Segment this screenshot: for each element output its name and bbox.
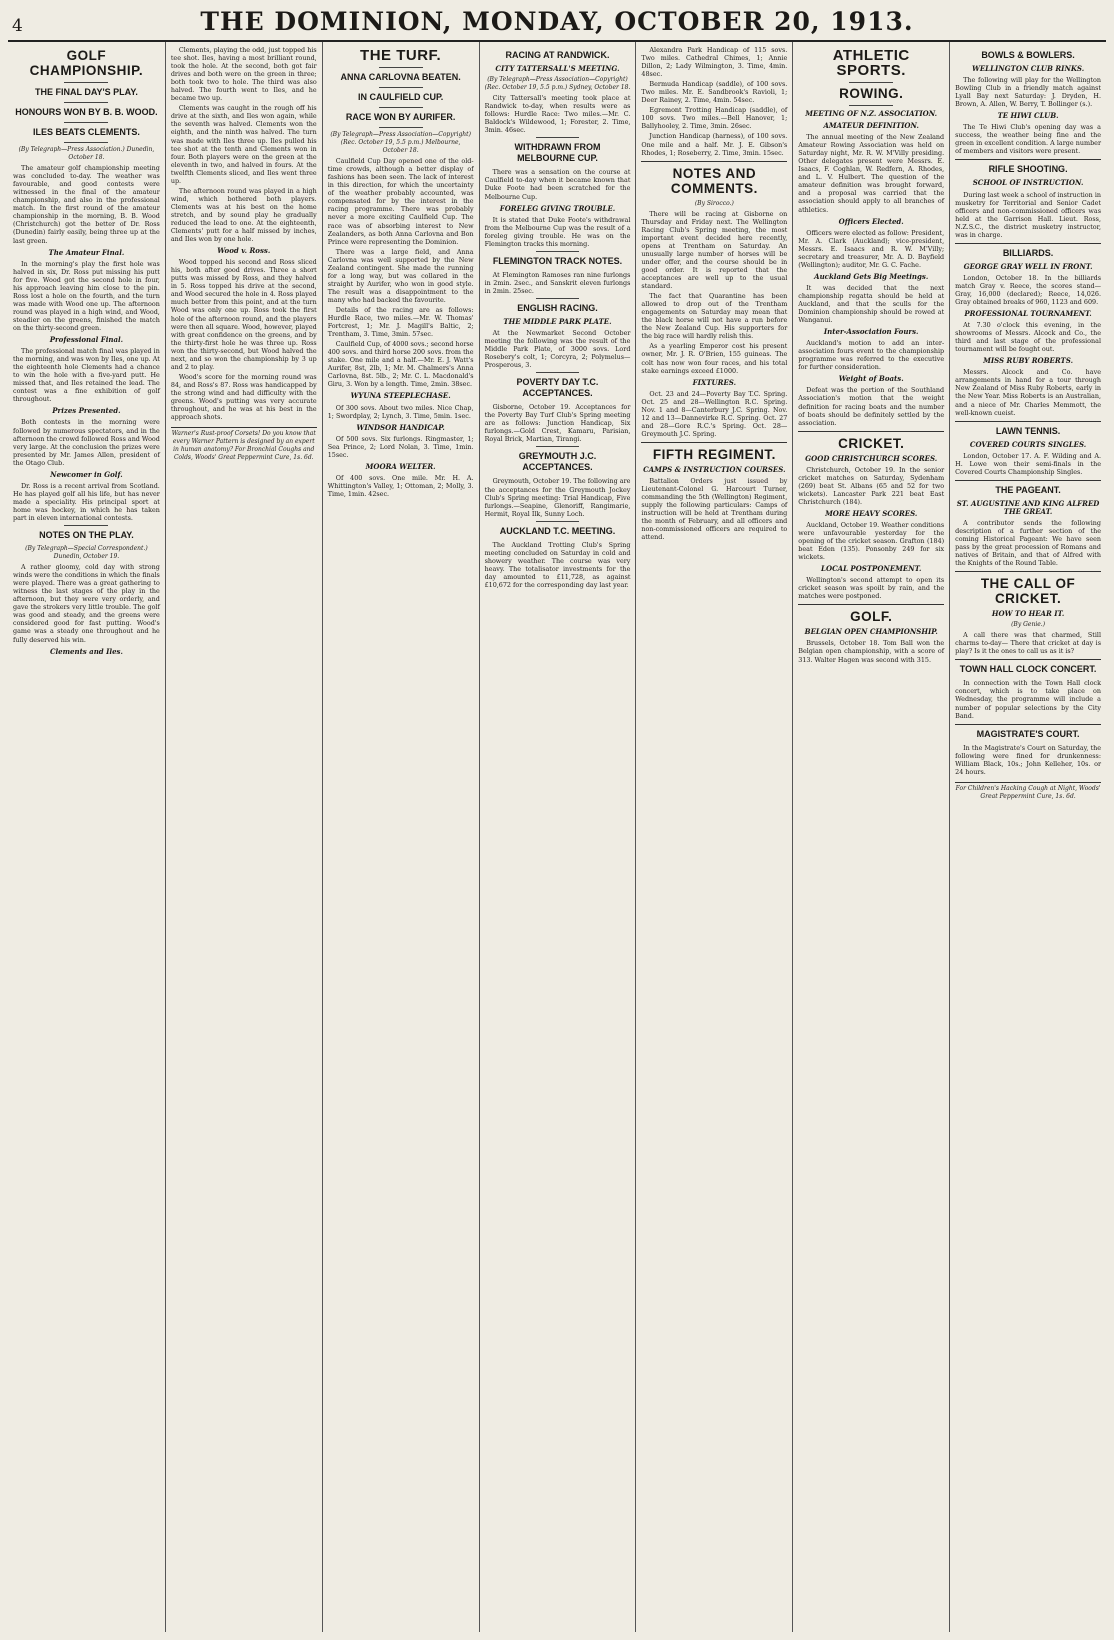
- article-paragraph: Christchurch, October 19. In the senior cricket matches on Saturday, Sydenham (269) beat St. Albans (65 and 52 for two wickets). Lancaster Park 221 beat East Christchurch (184).: [798, 465, 945, 506]
- article-paragraph: Bermuda Handicap (saddle), of 100 sovs. Two miles. Mr. E. Sandbrook's Ravioli, 1; Deer Rainey, 2. Time, 4min. 54sec.: [641, 80, 788, 105]
- section-head: The Amateur Final.: [48, 247, 125, 257]
- section-head: BELGIAN OPEN CHAMPIONSHIP.: [804, 627, 938, 637]
- section-head: Wood v. Ross.: [217, 246, 271, 256]
- call-of-cricket-heading: THE CALL OF CRICKET.: [980, 576, 1076, 607]
- article-paragraph: The Auckland Trotting Club's Spring meeting concluded on Saturday in cold and showery weather. The course was very heavy. The totalisator investments for the day amounted to £11,728, as against £10,672 for the corresponding day last year.: [484, 540, 631, 589]
- article-paragraph: In the morning's play the first hole was halved in six, Dr. Ross put missing his putt for five. Wood got the second hole in four, his approach leaving him close to the pin. Ross lost a hole on the fourth, and the turn was made with Wood one up. The afternoon round was played in a high wind, and Wood, steadier on the greens, finished the match on the thirty-second green.: [13, 259, 160, 332]
- article-paragraph: Gisborne, October 19. Acceptances for the Poverty Bay Turf Club's Spring meeting are as follows: Junction Handicap, Six furlongs.—Gold Crest, Kamaru, Parisian, Royal Brick, Martian, Tirangi.: [484, 403, 631, 444]
- section-head: GOOD CHRISTCHURCH SCORES.: [805, 453, 938, 463]
- section-head: THE MIDDLE PARK PLATE.: [503, 316, 612, 326]
- turf-heading: THE TURF.: [360, 47, 442, 64]
- rowing-heading: ROWING.: [839, 86, 904, 101]
- page-number: 4: [12, 16, 23, 36]
- section-head: MEETING OF N.Z. ASSOCIATION.: [805, 109, 938, 118]
- cricket-heading: CRICKET.: [838, 435, 905, 451]
- article-paragraph: The Te Hiwi Club's opening day was a success, the weather being fine and the green in excellent condition. A large number of members and visitors were present.: [955, 123, 1101, 156]
- columns: [8, 42, 1106, 1632]
- article-paragraph: Junction Handicap (harness), of 100 sovs. One mile and a half. Mr. J. E. Gibson's Rhodes, 1; Roseberry, 2. Time, 3min. 15sec.: [641, 132, 788, 157]
- section-head: WINDSOR HANDICAP.: [356, 422, 445, 432]
- article-paragraph: Both contests in the morning were followed by numerous spectators, and in the afternoon the crowd followed Ross and Wood very large. At the conclusion the prizes were presented by Mr. James Allen, president of the Otago Club.: [13, 418, 160, 467]
- article-paragraph: There was a large field, and Anna Carlovna was well supported by the New Zealand contingent. She made the running for a long way, but was collared in the straight by Aurifer, who won in good style. The result was a disappointment to the many who had backed the favourite.: [327, 247, 474, 304]
- section-head: MORE HEAVY SCORES.: [825, 508, 918, 518]
- article-paragraph: London, October 18. In the billiards match Gray v. Reece, the scores stand—Gray, 16,000 (declared); Reece, 14,026. Gray obtained breaks of 960, 1123 and 609.: [955, 273, 1101, 306]
- article-paragraph: City Tattersall's meeting took place at Randwick to-day, when results were as follows: Hurdle Race: Two miles.—Mr. C. Baldock's Wildewood, 1; Forester, 2. Time, 3min. 46sec.: [484, 94, 631, 135]
- golf-heading: GOLF CHAMPIONSHIP.: [29, 48, 144, 78]
- article-paragraph: Wood topped his second and Ross sliced his, both after good drives. Three a short putts was missed by Ross, and they halved in 5. Ross topped his drive at the second, and Wood secured the hole in 4. Ross played much better from this point, and at the turn Wood was only one up. Ross took the first hole of the afternoon round, and the players were then all square. Wood, however, played with great confidence on the greens, and by the thirty-first hole he was three up. Ross won the thirty-second, but Wood halved the next, and so won the championship by 3 up and 2 to play.: [170, 258, 317, 371]
- article-paragraph: Messrs. Alcock and Co. have arrangements in hand for a tour through New Zealand of Miss Ruby Roberts, early in the New Year. Miss Roberts is an Australian, and a niece of Mr. Charles Memmott, the well-known cueist.: [955, 368, 1101, 417]
- golf-subheading-3: ILES BEATS CLEMENTS.: [33, 127, 140, 137]
- article-paragraph: In the Magistrate's Court on Saturday, the following were fined for drunkenness: William Black, 10s.; John Kelleher, 10s. or 24 hours.: [955, 743, 1101, 776]
- column-5: [635, 42, 792, 1632]
- article-paragraph: There was a sensation on the course at Caulfield to-day when it became known that Duke Foote had been scratched for the Melbourne Cup.: [484, 168, 631, 201]
- dateline: (By Telegraph—Press Association—Copyright) (Rec. October 19, 5.5 p.m.) Sydney, October 18.: [484, 76, 631, 92]
- article-paragraph: The amateur golf championship meeting was concluded to-day. The weather was favourable, and good contests were witnessed in the final of the amateur championship, and also in the professional match. In the first round of the amateur championship in the morning, B. B. Wood (Christchurch) got the better of Dr. Ross (Dunedin) fairly easily, being three up at the last green.: [13, 164, 160, 245]
- greymouth-heading: GREYMOUTH J.C. ACCEPTANCES.: [518, 451, 597, 473]
- fixtures-list: Oct. 23 and 24—Poverty Bay T.C. Spring. Oct. 25 and 28—Wellington R.C. Spring. Nov. 1 and 8—Canterbury J.C. Spring. Nov. 12 and 13—Dannevirke R.C. Spring. Oct. 27 and 28—Gore R.C.'s Spring. Oct. 28—Greymouth J.C. Spring.: [641, 389, 788, 438]
- turf-subheading: ANNA CARLOVNA BEATEN.: [340, 72, 461, 82]
- article-paragraph: As a yearling Emperor cost his present owner, Mr. J. R. O'Brien, 155 guineas. The colt has now won four races, and his total stake earnings exceed £1000.: [641, 342, 788, 375]
- article-paragraph: Caulfield Cup, of 4000 sovs.; second horse 400 sovs. and third horse 200 sovs. from the stake. One mile and a half.—Mr. E. J. Watt's Aurifer, 8st, 2lb, 1; Mr. M. Chalmers's Anna Carlovna, 8st. 5lb., 2; Mr. C. L. Macdonald's Giru, 3. Won by a length. Time, 2min. 38sec.: [327, 340, 474, 389]
- billiards-heading: BILLIARDS.: [1002, 247, 1054, 258]
- dateline: (By Telegraph—Special Correspondent.) Dunedin, October 19.: [25, 545, 148, 561]
- article-paragraph: It was decided that the next championship regatta should be held at Auckland, and that the sculls for the Dominion championship should be rowed at Wanganui.: [798, 283, 945, 325]
- column-3: [322, 42, 479, 1632]
- notes-heading: NOTES ON THE PLAY.: [39, 530, 134, 541]
- article-paragraph: Wellington's second attempt to open its cricket season was spoilt by rain, and the matches were postponed.: [798, 576, 945, 601]
- section-head: Inter-Association Fours.: [823, 327, 919, 337]
- article-paragraph: Clements, playing the odd, just topped his tee shot. Iles, having a most brilliant round, took the hole. At the second, both got fair drives and both were on the green in three; both took two to hole. The third was also halved. The fourth went to Iles, and he became two up.: [170, 46, 317, 103]
- section-head: Professional Final.: [49, 335, 124, 345]
- section-head: Newcomer in Golf.: [50, 469, 123, 479]
- bowls-heading: BOWLS & BOWLERS.: [981, 50, 1075, 60]
- article-paragraph: Greymouth, October 19. The following are the acceptances for the Greymouth Jockey Club's Spring meeting: Trial Handicap, Five furlongs.—Seapine, Glenoriff, Rangimarie, Hermit, Royal Ilk, Sunny Loch.: [484, 477, 631, 518]
- article-paragraph: There will be racing at Gisborne on Thursday and Friday next. The Wellington Racing Club's Spring meeting, the most important event decided here recently, opens at Trentham on Saturday. An unusually large number of horses will be under offer, and the course should be in good order. It is reported that the acceptances are well up to the usual standard.: [641, 209, 788, 291]
- article-paragraph: During last week a school of instruction in musketry for Territorial and Senior Cadet officers and non-commissioned officers was held at the Garrison Hall. Lieut. Ross, N.Z.S.C., the district musketry instructor, was in charge.: [955, 190, 1101, 239]
- advertisement: Warner's Rust-proof Corsets! Do you know that every Warner Pattern is designed by an expert in human anatomy? For Bronchial Coughs and Colds, Woods' Great Peppermint Cure, 1s. 6d.: [171, 427, 317, 462]
- advertisement: For Children's Hacking Cough at Night, Woods' Great Peppermint Cure, 1s. 6d.: [955, 782, 1101, 801]
- section-head: PROFESSIONAL TOURNAMENT.: [964, 309, 1092, 319]
- magistrate-heading: MAGISTRATE'S COURT.: [976, 728, 1080, 739]
- column-2: [165, 42, 322, 1632]
- lawn-tennis-heading: LAWN TENNIS.: [995, 425, 1061, 436]
- section-head: FIXTURES.: [692, 377, 737, 387]
- section-head: AMATEUR DEFINITION.: [823, 121, 919, 131]
- notes-comments-heading: NOTES AND COMMENTS.: [670, 165, 758, 196]
- randwick-heading: RACING AT RANDWICK.: [505, 50, 610, 60]
- article-paragraph: The fact that Quarantine has been allowed to drop out of the Trentham engagements on Saturday may mean that the black horse will not have a run before the New Zealand Cup. His supporters for the big race will hardly relish this.: [641, 292, 788, 341]
- dateline: (By Telegraph—Press Association.) Dunedin, October 18.: [18, 146, 155, 162]
- article-paragraph: Of 500 sovs. Six furlongs. Ringmaster, 1; Sea Prince, 2; Lord Nolan, 3. Time, 1min. 15sec.: [327, 434, 474, 459]
- section-head: Officers Elected.: [838, 216, 904, 226]
- section-head: MISS RUBY ROBERTS.: [983, 356, 1074, 366]
- article-paragraph: London, October 17. A. F. Wilding and A. H. Lowe won their semi-finals in the Covered Courts Championship Singles.: [955, 451, 1101, 476]
- section-head: CITY TATTERSALL'S MEETING.: [495, 64, 620, 73]
- article-paragraph: Auckland's motion to add an inter-association fours event to the championship programme was referred to the executive for further consideration.: [798, 339, 945, 372]
- article-paragraph: It is stated that Duke Foote's withdrawal from the Melbourne Cup was the result of a foreleg giving trouble. He was on the Flemington tracks this morning.: [484, 215, 631, 248]
- by-line: (By Genie.): [1011, 621, 1046, 629]
- column-1: [8, 42, 165, 1632]
- article-paragraph: Wood's score for the morning round was 84, and Ross's 87. Ross was handicapped by the strong wind and had difficulty with the greens. Wood's putting was very accurate throughout, and he was at his best in the approach shots.: [170, 372, 317, 422]
- section-head: Weight of Boats.: [838, 374, 904, 384]
- town-hall-heading: TOWN HALL CLOCK CONCERT.: [959, 664, 1097, 675]
- article-paragraph: At the Newmarket Second October meeting the following was the result of the Middle Park Plate, of 3000 sovs. Lord Rosebery's colt, 1; Corcyra, 2; Polymelus—Prosperous, 3.: [484, 328, 631, 370]
- article-paragraph: Details of the racing are as follows: Hurdle Race, two miles.—Mr. W. Thomas' Fortcrest, 1; Mr. J. Magill's Baltic, 2; Trentham, 3. Time, 3min. 57sec.: [327, 305, 474, 339]
- section-head: TE HIWI CLUB.: [997, 111, 1059, 121]
- athletic-heading: ATHLETIC SPORTS.: [832, 47, 910, 79]
- section-head: MOORA WELTER.: [365, 461, 436, 471]
- withdrawn-heading: WITHDRAWN FROM MELBOURNE CUP.: [514, 142, 601, 164]
- column-6: [792, 42, 949, 1632]
- article-paragraph: Caulfield Cup Day opened one of the old-time crowds, although a better display of fashions has been seen. The lack of interest in this direction, for which the uncertainty of the weather probably accounted, was compensated for by the interest in the racing programme. There was probably never a more exciting Caulfield Cup. The race was of absorbing interest to New Zealanders, as both Anna Carlovna and Bon Prince were representing the Dominion.: [327, 157, 474, 246]
- section-head: ST. AUGUSTINE AND KING ALFRED THE GREAT.: [956, 498, 1100, 516]
- section-head: LOCAL POSTPONEMENT.: [821, 564, 922, 574]
- pageant-heading: THE PAGEANT.: [995, 484, 1061, 495]
- golf-subheading-2: HONOURS WON BY B. B. WOOD.: [15, 107, 158, 117]
- article-paragraph: At 7.30 o'clock this evening, in the showrooms of Messrs. Alcock and Co., the third and last stage of the professional tournament will be fought out.: [955, 321, 1101, 354]
- article-paragraph: At Flemington Ramoses ran nine furlongs in 2min. 2sec., and Sanskrit eleven furlongs in 2min. 25sec.: [484, 270, 631, 295]
- section-head: GEORGE GRAY WELL IN FRONT.: [963, 261, 1093, 271]
- section-head: FORELEG GIVING TROUBLE.: [499, 203, 616, 213]
- article-paragraph: Battalion Orders just issued by Lieutenant-Colonel G. Harcourt Turner, commanding the 5th (Wellington) Regiment, supply the following particulars: Camps of instruction will be held at Trentham during the month of February, and all officers and non-commissioned officers are required to attend.: [641, 476, 788, 542]
- section-head: SCHOOL OF INSTRUCTION.: [972, 178, 1084, 188]
- newspaper-title: THE DOMINION, MONDAY, OCTOBER 20, 1913.: [200, 7, 914, 36]
- poverty-bay-heading: POVERTY DAY T.C. ACCEPTANCES.: [516, 377, 599, 399]
- fifth-regiment-heading: FIFTH REGIMENT.: [652, 446, 776, 462]
- rifle-heading: RIFLE SHOOTING.: [988, 164, 1068, 175]
- article-paragraph: Auckland, October 19. Weather conditions were unfavourable yesterday for the opening of the cricket season. Grafton (184) beat Eden (135). Ponsonby 249 for six wickets.: [798, 520, 945, 562]
- article-paragraph: Of 400 sovs. One mile. Mr. H. A. Whittington's Valley, 1; Ottoman, 2; Molly, 3. Time, 1min. 42sec.: [327, 473, 474, 498]
- dateline: (By Telegraph—Press Association—Copyright) (Rec. October 19, 5.5 p.m.) Melbourne, October 18.: [330, 131, 471, 155]
- column-7: [949, 42, 1106, 1632]
- article-paragraph: Defeat was the portion of the Southland Association's motion that the weight definition for racing boats and the number of boats should be definitely settled by the association.: [798, 386, 945, 427]
- article-paragraph: Alexandra Park Handicap of 115 sovs. Two miles. Cathedral Chimes, 1; Annie Dillon, 2; Lady Wilmington, 3. Time, 4min. 48sec.: [641, 46, 788, 79]
- article-paragraph: Officers were elected as follow: President, Mr. A. Clark (Auckland); vice-president, Messrs. E. Isaacs and R. W. M'Villy; secretary and treasurer, Mr. A. D. Bayfield (Wellington); auditor, Mr. G. C. Fache.: [798, 228, 945, 269]
- section-head: Clements and Iles.: [49, 646, 123, 656]
- article-paragraph: In connection with the Town Hall clock concert, which is to take place on Wednesday, the programme will include a number of popular selections by the City Band.: [955, 679, 1101, 720]
- article-paragraph: The annual meeting of the New Zealand Amateur Rowing Association was held on Saturday night, Mr. R. W. M'Villy presiding. Other delegates present were Messrs. E. Isaacs, F. Coghlan, W. Redfern, A. Rhodes, and L. V. Hulbert. The question of the amateur definition was brought forward, and a proposal was carried that the association should apply to all branches of athletics.: [798, 133, 945, 214]
- golf-subheading: THE FINAL DAY'S PLAY.: [35, 87, 138, 97]
- turf-subheading-2: IN CAULFIELD CUP.: [357, 92, 444, 102]
- section-head: WYUNA STEEPLECHASE.: [350, 391, 451, 401]
- turf-subheading-3: RACE WON BY AURIFER.: [345, 112, 456, 122]
- section-head: COVERED COURTS SINGLES.: [969, 439, 1087, 449]
- by-line: (By Sirocco.): [694, 199, 734, 207]
- article-paragraph: Of 300 sovs. About two miles. Nice Chap, 1; Swordplay, 2; Lynch, 3. Time, 5min. 1sec.: [327, 403, 474, 420]
- article-paragraph: Dr. Ross is a recent arrival from Scotland. He has played golf all his life, but has never made a speciality. His principal sport at home was hockey, in which he has taken part in eleven international contests.: [13, 481, 160, 522]
- section-head: HOW TO HEAR IT.: [991, 609, 1065, 619]
- article-paragraph: The afternoon round was played in a high wind, which bothered both players. Clements was at his best on the home stretch, and by sound play he gradually reduced the lead to one. At the eighteenth, Clements' putt for a half missed by inches, and Iles won by one hole.: [170, 186, 317, 244]
- article-paragraph: A rather gloomy, cold day with strong winds were the conditions in which the finals were played. There was a great gathering to witness the last stages of the play in the afternoon, but they were very orderly, and gave the strokers very little trouble. The golf was good and steady, and the greens were considered good for fast putting. Wood's game was a steady one throughout and he fully deserved his win.: [13, 563, 160, 644]
- masthead: [8, 0, 1106, 42]
- section-head: Auckland Gets Big Meetings.: [814, 271, 929, 281]
- article-paragraph: A call there was that charmed, Still charms to-day— There that cricket at day is play? Is it the ones to call us as it is?: [955, 631, 1101, 656]
- auckland-tc-heading: AUCKLAND T.C. MEETING.: [499, 525, 616, 536]
- article-paragraph: The following will play for the Wellington Bowling Club in a friendly match against Lyall Bay next Saturday: J. Dryden, H. Brown, A. Allen, W. Berry, T. Bollinger (s.).: [955, 76, 1101, 109]
- article-paragraph: The professional match final was played in the morning, and was won by Iles, one up. At the eighteenth hole Clements had a chance to win the hole with a five-yard putt. He missed that, and Iles retained the lead. The contest was a fine exhibition of golf throughout.: [13, 347, 160, 404]
- article-paragraph: Egremont Trotting Handicap (saddle), of 100 sovs. Two miles.—Bell Hanover, 1; Ballyhooley, 2. Time, 3min. 26sec.: [641, 106, 788, 131]
- article-paragraph: Clements was caught in the rough off his drive at the sixth, and Iles won again, while the seventh was halved. Clements won the eighth, and the ninth was halved. The turn was made with Iles three up. Iles pulled his tee shot at the tenth and Clements won in four. Both players were on the green at the eleventh in two, and halved in fours. At the twelfth Clements sliced, and Iles went three up.: [170, 104, 317, 185]
- section-head: CAMPS & INSTRUCTION COURSES.: [643, 464, 786, 474]
- section-head: WELLINGTON CLUB RINKS.: [971, 64, 1085, 73]
- section-head: Prizes Presented.: [52, 406, 121, 416]
- golf-section-heading: GOLF.: [850, 609, 893, 625]
- article-paragraph: Brussels, October 18. Tom Ball won the Belgian open championship, with a score of 313. Walter Hagen was second with 315.: [798, 639, 945, 664]
- english-racing-heading: ENGLISH RACING.: [517, 302, 598, 313]
- article-paragraph: A contributor sends the following description of a further section of the coming Historical Pageant: We have seen pass by the great procession of Romans and natives of Britain, and that of Alfred with the Knights of the Round Table.: [955, 518, 1101, 568]
- flemington-heading: FLEMINGTON TRACK NOTES.: [492, 255, 623, 266]
- column-4: [479, 42, 636, 1632]
